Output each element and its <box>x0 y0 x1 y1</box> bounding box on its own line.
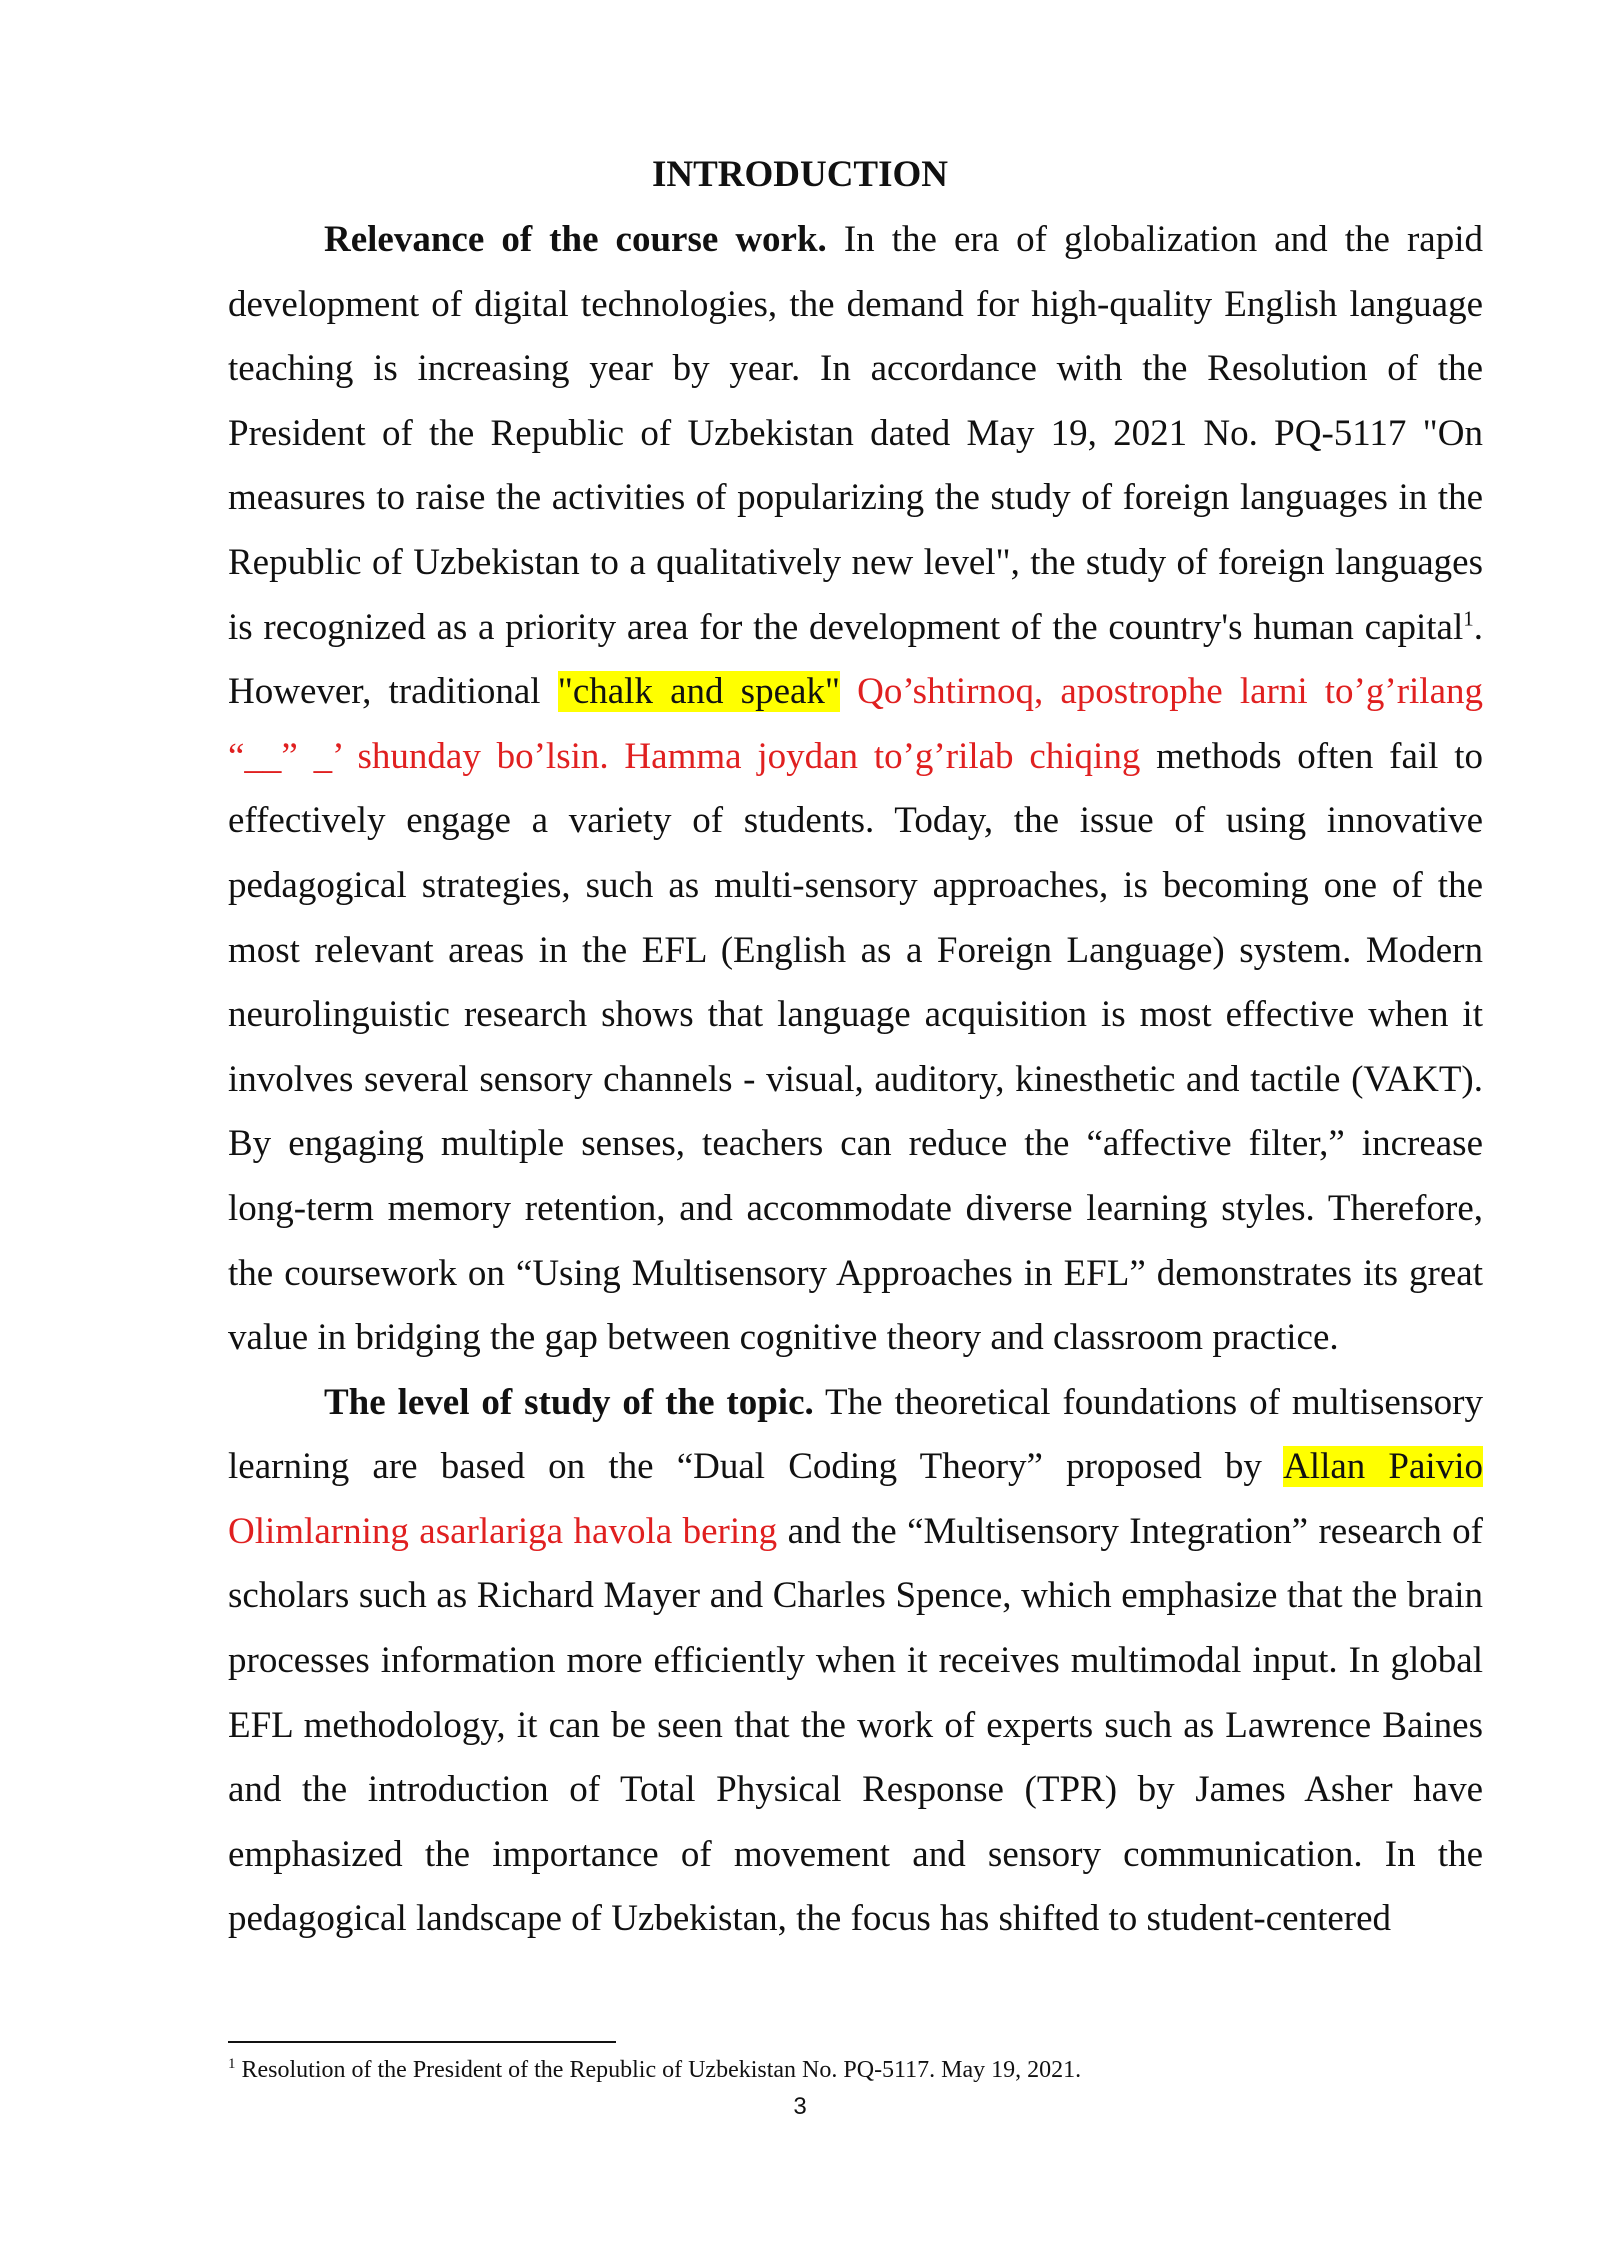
relevance-heading: Relevance of the course work. <box>324 219 827 260</box>
study-level-text-b: and the “Multisensory Integration” research of scholars such as Richard Mayer and Charles Spence, which emphasize that the brain processes information more efficiently when it receives multimodal input. In global EFL methodology, it can be seen that the work of experts such as Lawrence Baines and the introduction of Total Physical Response (TPR) by James Asher have emphasized the importance of movement and sensory communication. In the pedagogical landscape of Uzbekistan, the focus has shifted to student-centered <box>228 1510 1483 1940</box>
footnote <box>228 2054 1483 2086</box>
footnote-number: 1 <box>228 2056 236 2072</box>
highlighted-name-allan-paivio: Allan Paivio <box>1283 1446 1483 1488</box>
study-level-heading: The level of study of the topic. <box>324 1381 814 1423</box>
body-text <box>228 208 1483 1952</box>
footnote-reference[interactable]: 1 <box>1463 606 1474 631</box>
study-level-paragraph <box>228 1371 1483 1952</box>
reviewer-comment-references: Olimlarning asarlariga havola bering <box>228 1510 778 1552</box>
footnote-text: Resolution of the President of the Republic of Uzbekistan No. PQ-5117. May 19, 2021. <box>235 2057 1082 2083</box>
relevance-text-a: In the era of globalization and the rapid development of digital technologies, the demand for high-quality English language teaching is increasing year by year. In accordance with the Resolution of the President of the Republic of Uzbekistan dated May 19, 2021 No. PQ-5117 "On measures to raise the activities of popularizing the study of foreign languages in the Republic of Uzbekistan to a qualitatively new level", the study of foreign languages is recognized as a priority area for the development of the country's human capital <box>228 219 1484 648</box>
relevance-text-c: methods often fail to effectively engage a variety of students. Today, the issue of using innovative pedagogical strategies, such as multi-sensory approaches, is becoming one of the most relevant areas in the EFL (English as a Foreign Language) system. Modern neurolinguistic research shows that language acquisition is most effective when it involves several sensory channels - visual, auditory, kinesthetic and tactile (VAKT). By engaging multiple senses, teachers can reduce the “affective filter,” increase long-term memory retention, and accommodate diverse learning styles. Therefore, the coursework on “Using Multisensory Approaches in EFL” demonstrates its great value in bridging the gap between cognitive theory and classroom practice. <box>228 735 1483 1359</box>
section-title: INTRODUCTION <box>651 154 949 195</box>
page-number: 3 <box>793 2093 807 2120</box>
relevance-text-b: . However, traditional <box>228 606 1483 713</box>
highlighted-phrase-chalk-and-speak: "chalk and speak" <box>557 671 841 713</box>
study-level-text-a: The theoretical foundations of multisensory learning are based on the “Dual Coding Theory” proposed by <box>228 1381 1484 1488</box>
relevance-paragraph <box>228 208 1483 1371</box>
reviewer-comment-quotes: Qo’shtirnoq, apostrophe larni to’g’rilang “__” _’ shunday bo’lsin. Hamma joydan to’g’rilab chiqing <box>228 671 1484 777</box>
footnote-separator <box>228 2041 616 2043</box>
